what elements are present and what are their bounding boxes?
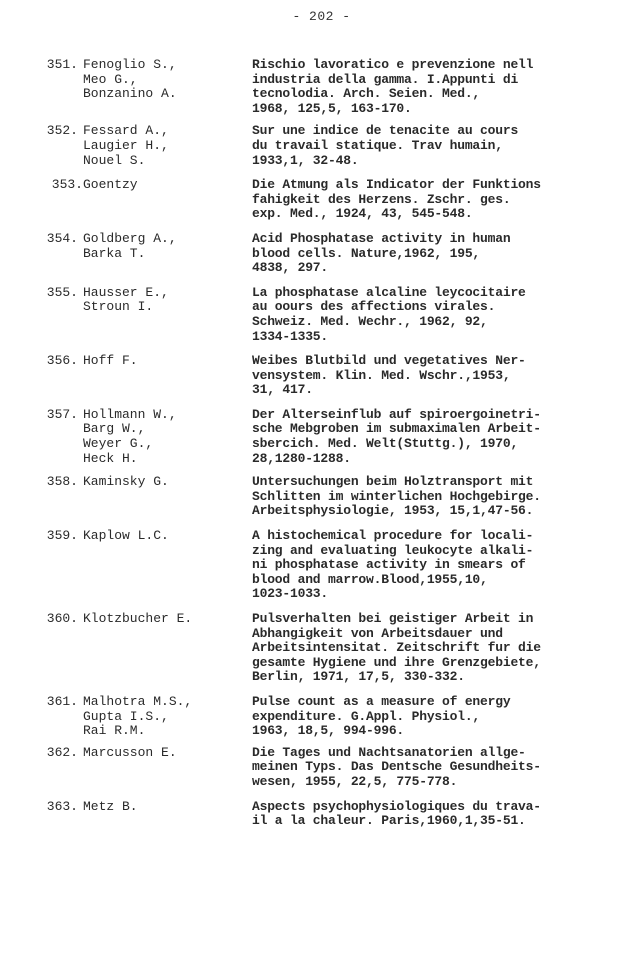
bibliography-entry — [0, 232, 643, 276]
bibliography-list — [0, 58, 643, 829]
entry-reference: La phosphatase alcaline leycocitaire au oours des affections virales. Schweiz. Med. Wechr., 1962, 92, 1334-1335. — [252, 284, 526, 344]
bibliography-entry — [0, 746, 643, 790]
entry-number: 351. — [46, 57, 78, 72]
bibliography-entry — [0, 354, 643, 398]
entry-number: 359. — [46, 528, 78, 544]
entry-number: 355. — [46, 284, 78, 300]
entry-authors: Hoff F. — [83, 353, 138, 369]
entry-number: 361. — [46, 693, 78, 709]
entry-authors: Hollmann W., Barg W., Weyer G., Heck H. — [83, 406, 177, 466]
entry-authors: Goentzy — [83, 177, 138, 193]
entry-authors: Kaminsky G. — [83, 474, 169, 490]
bibliography-entry — [0, 612, 643, 685]
entry-reference: A histochemical procedure for locali- zing and evaluating leukocyte alkali- ni phosphatase activity in smears of blood and marrow.Blood,1955,10, 1023-1033. — [252, 528, 534, 602]
entry-reference: Aspects psychophysiologiques du trava- il a la chaleur. Paris,1960,1,35-51. — [252, 798, 541, 829]
bibliography-entry — [0, 695, 643, 739]
entry-number: 357. — [46, 406, 78, 422]
bibliography-entry — [0, 178, 643, 222]
entry-authors: Klotzbucher E. — [83, 611, 193, 626]
bibliography-entry — [0, 286, 643, 344]
entry-number: 353. — [51, 177, 83, 193]
entry-authors: Marcusson E. — [83, 744, 177, 760]
entry-reference: Pulse count as a measure of energy expenditure. G.Appl. Physiol., 1963, 18,5, 994-996. — [252, 693, 511, 739]
entry-number: 360. — [46, 611, 78, 626]
entry-number: 354. — [46, 230, 78, 246]
entry-reference: Weibes Blutbild und vegetatives Ner- vensystem. Klin. Med. Wschr.,1953, 31, 417. — [252, 353, 526, 398]
entry-reference: Rischio lavoratico e prevenzione nell industria della gamma. I.Appunti di tecnolodia. Arch. Seien. Med., 1968, 125,5, 163-170. — [252, 57, 534, 116]
entry-authors: Kaplow L.C. — [83, 528, 169, 544]
entry-number: 352. — [46, 123, 78, 139]
entry-number: 362. — [46, 744, 78, 760]
entry-reference: Der Alterseinflub auf spiroergoinetri- sche Mebgroben im submaximalen Arbeit- sbercich. Med. Welt(Stuttg.), 1970, 28,1280-1288. — [252, 406, 541, 466]
entry-authors: Metz B. — [83, 798, 138, 814]
bibliography-entry — [0, 124, 643, 168]
entry-number: 358. — [46, 474, 78, 490]
entry-reference: Untersuchungen beim Holztransport mit Schlitten im winterlichen Hochgebirge. Arbeitsphysiologie, 1953, 15,1,47-56. — [252, 474, 541, 519]
entry-number: 363. — [46, 798, 78, 814]
bibliography-entry — [0, 58, 643, 116]
entry-reference: Sur une indice de tenacite au cours du travail statique. Trav humain, 1933,1, 32-48. — [252, 123, 519, 168]
entry-number: 356. — [46, 353, 78, 369]
entry-authors: Malhotra M.S., Gupta I.S., Rai R.M. — [83, 693, 193, 739]
entry-authors: Hausser E., Stroun I. — [83, 284, 169, 315]
bibliography-entry — [0, 475, 643, 519]
entry-reference: Pulsverhalten bei geistiger Arbeit in Abhangigkeit von Arbeitsdauer und Arbeitsintensitat. Zeitschrift fur die gesamte Hygiene und ihre Grenzgebiete, Berlin, 1971, 17,5, 330-332. — [252, 611, 541, 685]
entry-reference: Die Atmung als Indicator der Funktions fahigkeit des Herzens. Zschr. ges. exp. Med., 1924, 43, 545-548. — [252, 177, 541, 222]
bibliography-entry — [0, 529, 643, 602]
entry-reference: Acid Phosphatase activity in human blood cells. Nature,1962, 195, 4838, 297. — [252, 230, 511, 276]
entry-authors: Fenoglio S., Meo G., Bonzanino A. — [83, 57, 177, 102]
bibliography-entry — [0, 800, 643, 829]
entry-reference: Die Tages und Nachtsanatorien allge- meinen Typs. Das Dentsche Gesundheits- wesen, 1955, 22,5, 775-778. — [252, 744, 541, 789]
page-number: - 202 - — [292, 9, 351, 24]
entry-authors: Goldberg A., Barka T. — [83, 230, 177, 261]
bibliography-entry — [0, 408, 643, 466]
entry-authors: Fessard A., Laugier H., Nouel S. — [83, 123, 169, 168]
